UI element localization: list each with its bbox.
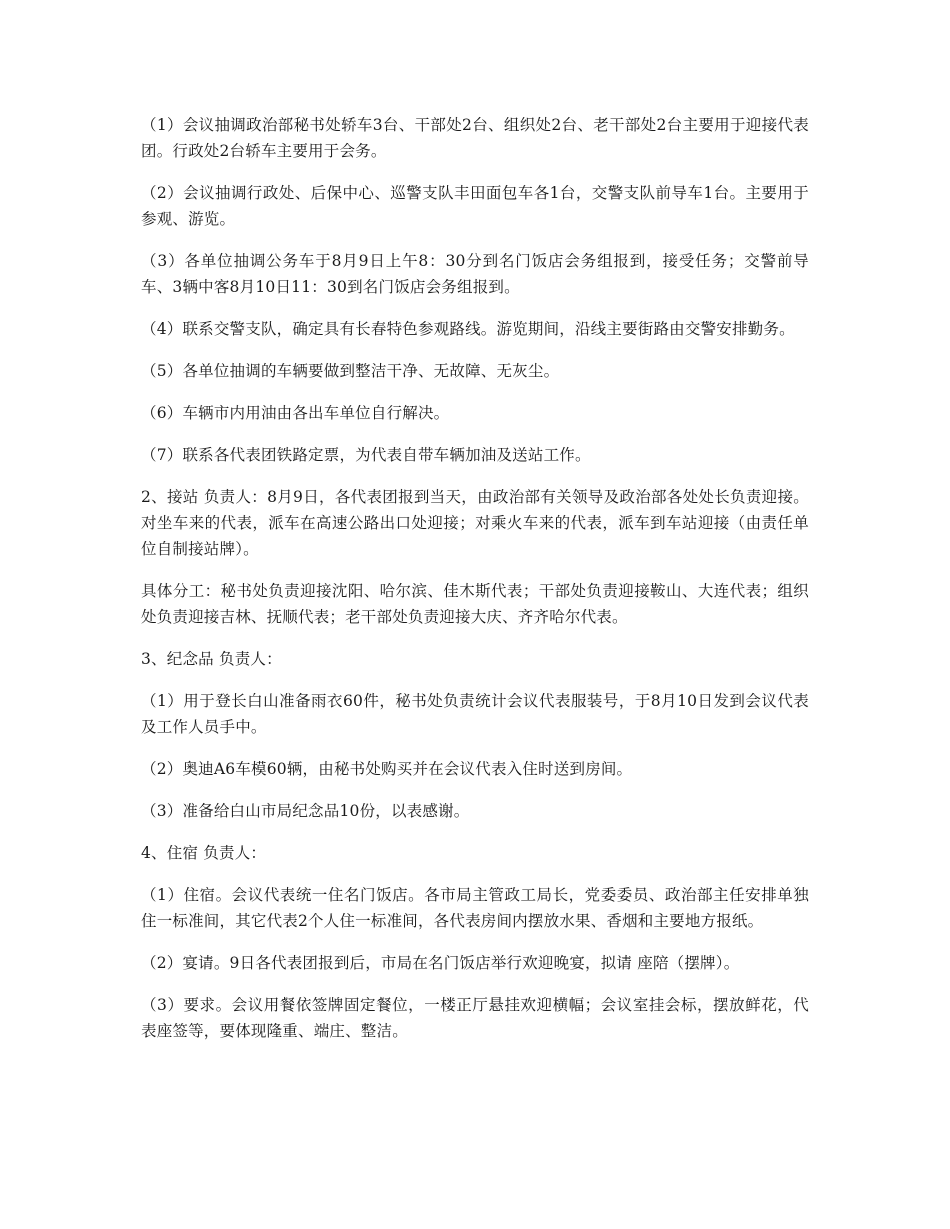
paragraph-vehicles-4: （4）联系交警支队，确定具有长春特色参观路线。游览期间，沿线主要街路由交警安排勤务。: [141, 320, 795, 338]
paragraph-lodging-2: （2）宴请。9日各代表团报到后，市局在名门饭店举行欢迎晚宴，拟请 座陪（摆牌）。: [141, 954, 740, 972]
paragraph-vehicles-5: （5）各单位抽调的车辆要做到整洁干净、无故障、无灰尘。: [141, 362, 560, 380]
paragraph-vehicles-2: （2）会议抽调行政处、后保中心、巡警支队丰田面包车各1台，交警支队前导车1台。主要用于参观、游览。: [141, 184, 809, 228]
paragraph-pickup-assignment: 具体分工：秘书处负责迎接沈阳、哈尔滨、佳木斯代表；干部处负责迎接鞍山、大连代表；组织处负责迎接吉林、抚顺代表；老干部处负责迎接大庆、齐齐哈尔代表。: [141, 582, 809, 626]
document-body: [141, 112, 809, 1060]
paragraph-souvenirs-2: （2）奥迪A6车模60辆，由秘书处购买并在会议代表入住时送到房间。: [141, 760, 633, 778]
paragraph-lodging-3: （3）要求。会议用餐依签牌固定餐位，一楼正厅悬挂欢迎横幅；会议室挂会标，摆放鲜花，代表座签等，要体现隆重、端庄、整洁。: [141, 996, 809, 1040]
section-heading-lodging: 4、住宿 负责人：: [141, 844, 267, 862]
paragraph-vehicles-6: （6）车辆市内用油由各出车单位自行解决。: [141, 404, 450, 422]
paragraph-vehicles-7: （7）联系各代表团铁路定票，为代表自带车辆加油及送站工作。: [141, 446, 591, 464]
section-heading-souvenirs: 3、纪念品 负责人：: [141, 650, 282, 668]
paragraph-souvenirs-1: （1）用于登长白山准备雨衣60件，秘书处负责统计会议代表服装号，于8月10日发到会议代表及工作人员手中。: [141, 692, 809, 736]
paragraph-souvenirs-3: （3）准备给白山市局纪念品10份，以表感谢。: [141, 802, 470, 820]
section-heading-pickup: 2、接站 负责人：8月9日，各代表团报到当天，由政治部有关领导及政治部各处处长负责迎接。对坐车来的代表，派车在高速公路出口处迎接；对乘火车来的代表，派车到车站迎接（由责任单位自制接站牌）。: [141, 488, 809, 558]
paragraph-lodging-1: （1）住宿。会议代表统一住名门饭店。各市局主管政工局长，党委委员、政治部主任安排单独住一标准间，其它代表2个人住一标准间，各代表房间内摆放水果、香烟和主要地方报纸。: [141, 886, 809, 930]
paragraph-vehicles-1: （1）会议抽调政治部秘书处轿车3台、干部处2台、组织处2台、老干部处2台主要用于迎接代表团。行政处2台轿车主要用于会务。: [141, 116, 809, 160]
paragraph-vehicles-3: （3）各单位抽调公务车于8月9日上午8：30分到名门饭店会务组报到，接受任务；交警前导车、3辆中客8月10日11：30到名门饭店会务组报到。: [141, 252, 809, 296]
